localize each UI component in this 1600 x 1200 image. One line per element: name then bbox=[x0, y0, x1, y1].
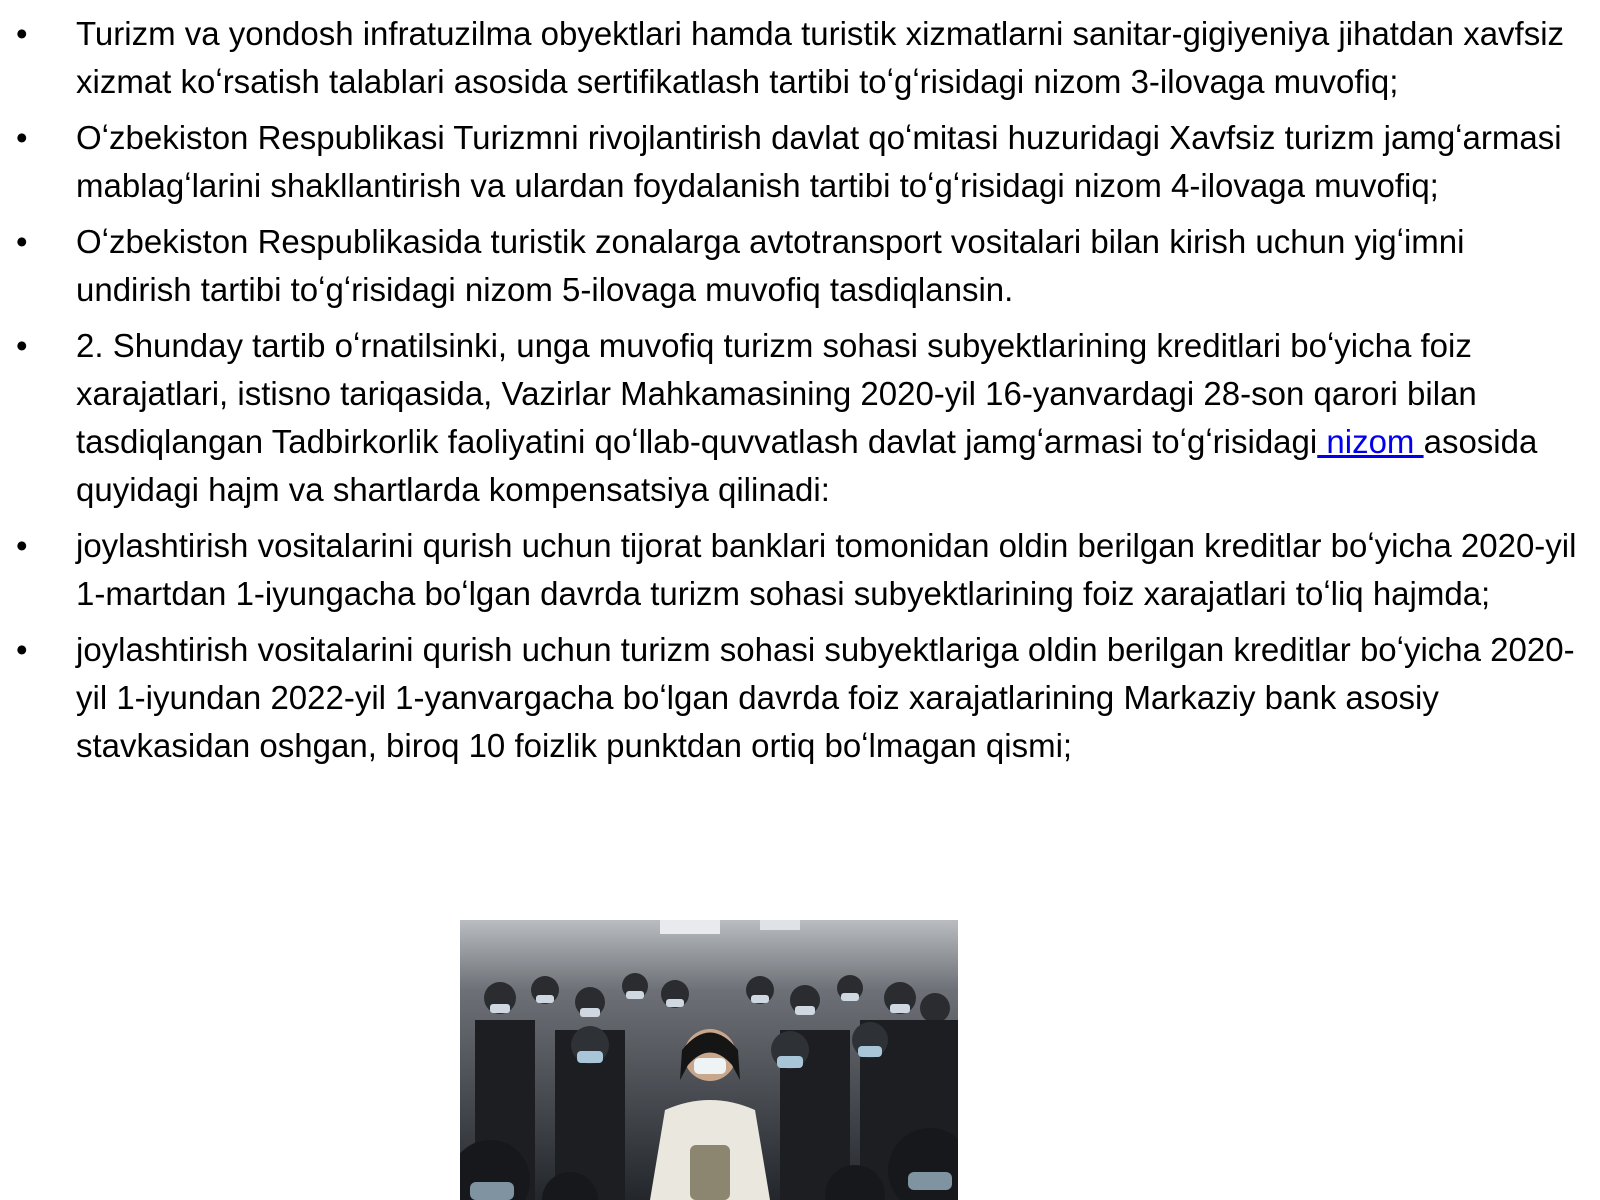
crowd-photo-image bbox=[460, 920, 958, 1200]
bullet-icon: • bbox=[16, 327, 28, 364]
nizom-link[interactable]: nizom bbox=[1317, 423, 1424, 460]
bullet-icon: • bbox=[16, 223, 28, 260]
list-item bbox=[0, 522, 1590, 618]
bullet-icon: • bbox=[16, 631, 28, 668]
list-item-text: Oʻzbekiston Respublikasi Turizmni rivojlantirish davlat qoʻmitasi huzuridagi Xavfsiz turizm jamgʻarmasi mablagʻlarini shakllantirish va ulardan foydalanish tartibi toʻgʻrisidagi nizom 4-ilovaga muvofiq; bbox=[76, 119, 1562, 204]
list-item-text-before-link: 2. Shunday tartib oʻrnatilsinki, unga muvofiq turizm sohasi subyektlarining kreditlari boʻyicha foiz xarajatlari, istisno tariqasida, Vazirlar Mahkamasining 2020-yil 16-yanvardagi 28-son qarori bilan tasdiqlangan Tadbirkorlik faoliyatini qoʻllab-quvvatlash davlat jamgʻarmasi toʻgʻrisidagi bbox=[76, 327, 1477, 460]
list-item bbox=[0, 322, 1590, 514]
list-item-text: Turizm va yondosh infratuzilma obyektlari hamda turistik xizmatlarni sanitar-gigiyeniya jihatdan xavfsiz xizmat koʻrsatish talablari asosida sertifikatlash tartibi toʻgʻrisidagi nizom 3-ilovaga muvofiq; bbox=[76, 15, 1565, 100]
list-item bbox=[0, 218, 1590, 314]
list-item bbox=[0, 114, 1590, 210]
list-item-text: joylashtirish vositalarini qurish uchun turizm sohasi subyektlariga oldin berilgan kreditlar boʻyicha 2020-yil 1-iyundan 2022-yil 1-yanvargacha boʻlgan davrda foiz xarajatlarining Markaziy bank asosiy stavkasidan oshgan, biroq 10 foizlik punktdan ortiq boʻlmagan qismi; bbox=[76, 631, 1575, 764]
list-item-text: Oʻzbekiston Respublikasida turistik zonalarga avtotransport vositalari bilan kirish uchun yigʻimni undirish tartibi toʻgʻrisidagi nizom 5-ilovaga muvofiq tasdiqlansin. bbox=[76, 223, 1465, 308]
crowd-photo bbox=[460, 920, 958, 1200]
bullet-list bbox=[0, 10, 1590, 778]
list-item-text: joylashtirish vositalarini qurish uchun tijorat banklari tomonidan oldin berilgan kreditlar boʻyicha 2020-yil 1-martdan 1-iyungacha boʻlgan davrda turizm sohasi subyektlarining foiz xarajatlari toʻliq hajmda; bbox=[76, 527, 1577, 612]
bullet-icon: • bbox=[16, 527, 28, 564]
bullet-icon: • bbox=[16, 15, 28, 52]
list-item-text-after-link: asosida quyidagi hajm va shartlarda kompensatsiya qilinadi: bbox=[76, 423, 1538, 508]
bullet-icon: • bbox=[16, 119, 28, 156]
list-item bbox=[0, 10, 1590, 106]
list-item bbox=[0, 626, 1590, 770]
